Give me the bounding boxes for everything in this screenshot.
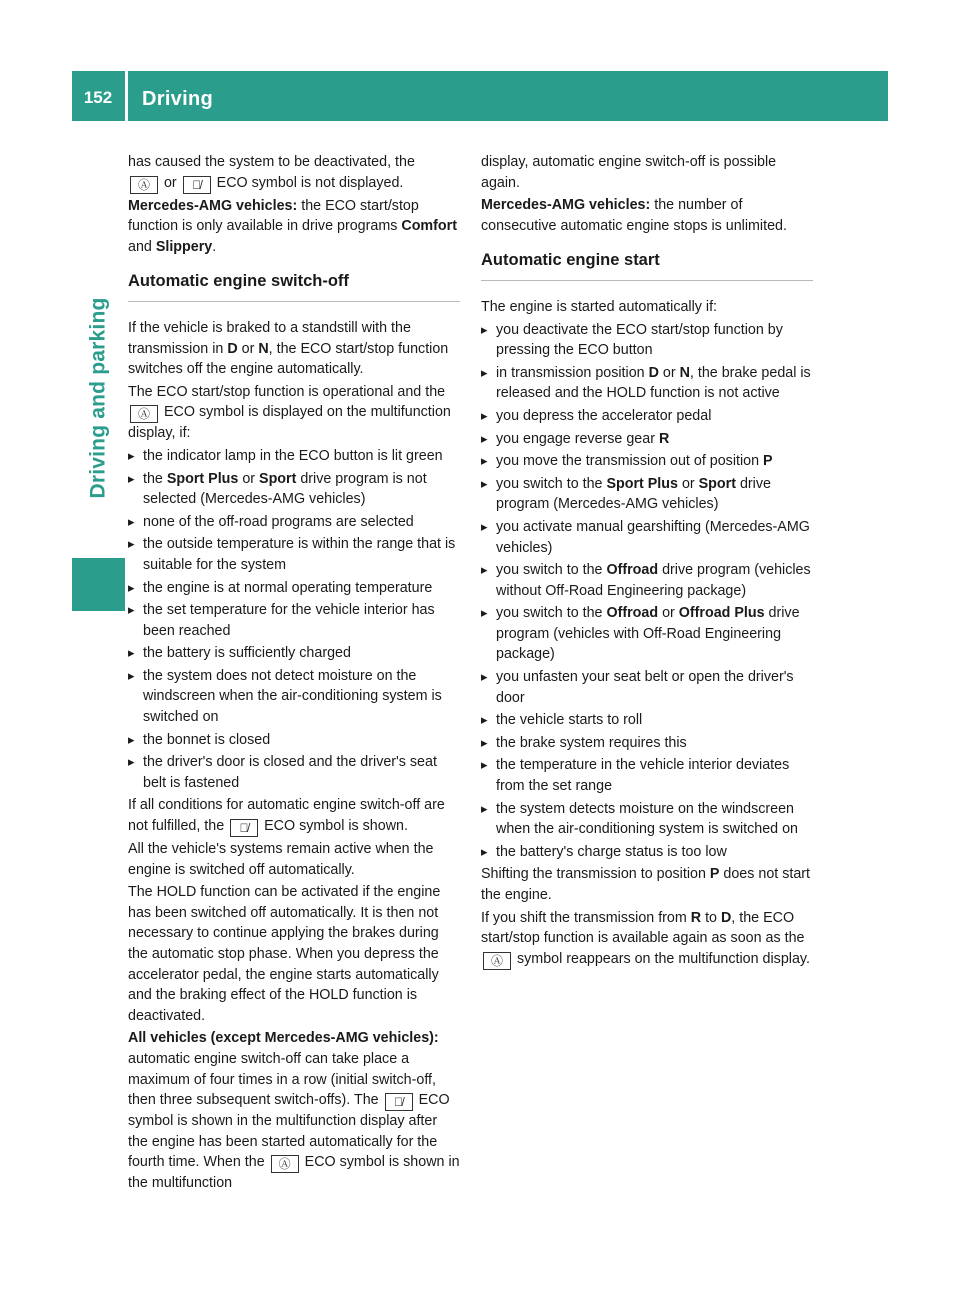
section-heading: Automatic engine switch-off bbox=[128, 271, 460, 302]
eco-on-icon: Ⓐ bbox=[271, 1155, 299, 1173]
list-item: ▸ you deactivate the ECO start/stop function by pressing the ECO button bbox=[481, 320, 813, 361]
eco-off-icon: Ⓐ̸ bbox=[385, 1093, 413, 1111]
list-item: ▸ you switch to the Sport Plus or Sport drive program (Mercedes-AMG vehicles) bbox=[481, 474, 813, 515]
list-item: ▸ you move the transmission out of position P bbox=[481, 451, 813, 472]
list-item: ▸ you switch to the Offroad or Offroad Plus drive program (vehicles with Off-Road Engineering package) bbox=[481, 603, 813, 665]
paragraph: If all conditions for automatic engine switch-off are not fulfilled, the Ⓐ̸ ECO symbol is shown. bbox=[128, 797, 445, 836]
eco-off-icon: Ⓐ̸ bbox=[230, 819, 258, 837]
list-item: ▸ the brake system requires this bbox=[481, 733, 813, 754]
paragraph: If the vehicle is braked to a standstill with the transmission in D or N, the ECO start/stop function switches off the engine automatically. bbox=[128, 319, 449, 378]
eco-on-icon: Ⓐ bbox=[483, 952, 511, 970]
paragraph: The HOLD function can be activated if the engine has been switched off automatically. It is then not necessary to continue applying the brakes during the automatic stop phase. When you depress the accelerator pedal, the engine starts automatically and the braking effect of the HOLD function is deactivated. bbox=[128, 884, 441, 1024]
paragraph: has caused the system to be deactivated, the Ⓐ or Ⓐ̸ ECO symbol is not displayed. bbox=[128, 154, 415, 192]
paragraph: If you shift the transmission from R to D, the ECO start/stop function is available again as soon as the Ⓐ symbol reappears on the multifunction display. bbox=[481, 909, 810, 968]
list-item: ▸ the engine is at normal operating temperature bbox=[128, 578, 460, 599]
header-divider bbox=[125, 71, 128, 121]
list-item: ▸ the set temperature for the vehicle interior has been reached bbox=[128, 600, 460, 641]
side-tab-marker bbox=[72, 558, 125, 611]
conditions-list bbox=[128, 446, 460, 794]
list-item: ▸ the system does not detect moisture on the windscreen when the air-conditioning system is switched on bbox=[128, 666, 460, 728]
list-item: ▸ the driver's door is closed and the driver's seat belt is fastened bbox=[128, 752, 460, 793]
paragraph: All vehicles (except Mercedes-AMG vehicles): automatic engine switch-off can take place a maximum of four times in a row (initial switch-off, then three subsequent switch-offs). The Ⓐ̸ ECO symbol is shown in the multifunction display after the engine has been started automatically for the fourth time. When the Ⓐ ECO symbol is shown in the multifunction bbox=[128, 1030, 460, 1192]
list-item: ▸ the indicator lamp in the ECO button is lit green bbox=[128, 446, 460, 467]
list-item: ▸ the Sport Plus or Sport drive program is not selected (Mercedes-AMG vehicles) bbox=[128, 469, 460, 510]
list-item: ▸ the temperature in the vehicle interior deviates from the set range bbox=[481, 755, 813, 796]
paragraph: Mercedes-AMG vehicles: the ECO start/stop function is only available in drive programs Comfort and Slippery. bbox=[128, 197, 457, 255]
list-item: ▸ the vehicle starts to roll bbox=[481, 710, 813, 731]
list-item: ▸ you unfasten your seat belt or open the driver's door bbox=[481, 667, 813, 708]
page-header bbox=[72, 71, 888, 121]
list-item: ▸ the battery's charge status is too low bbox=[481, 842, 813, 863]
list-item: ▸ you engage reverse gear R bbox=[481, 429, 813, 450]
list-item: ▸ the system detects moisture on the windscreen when the air-conditioning system is switched on bbox=[481, 799, 813, 840]
list-item: ▸ you depress the accelerator pedal bbox=[481, 406, 813, 427]
page-number: 152 bbox=[83, 88, 113, 107]
section-heading: Automatic engine start bbox=[481, 250, 813, 281]
section-title: Driving bbox=[142, 88, 213, 110]
paragraph: Mercedes-AMG vehicles: the number of consecutive automatic engine stops is unlimited. bbox=[481, 197, 787, 234]
list-item: ▸ the bonnet is closed bbox=[128, 730, 460, 751]
list-item: ▸ the outside temperature is within the range that is suitable for the system bbox=[128, 534, 460, 575]
left-column bbox=[128, 152, 460, 1196]
list-item: ▸ in transmission position D or N, the brake pedal is released and the HOLD function is not active bbox=[481, 363, 813, 404]
eco-off-icon: Ⓐ̸ bbox=[183, 176, 211, 194]
paragraph: The engine is started automatically if: bbox=[481, 298, 718, 315]
list-item: ▸ you activate manual gearshifting (Mercedes-AMG vehicles) bbox=[481, 517, 813, 558]
paragraph: display, automatic engine switch-off is possible again. bbox=[481, 154, 777, 191]
paragraph: The ECO start/stop function is operational and the Ⓐ ECO symbol is displayed on the multifunction display, if: bbox=[128, 383, 451, 442]
side-tab-label: Driving and parking bbox=[86, 297, 109, 499]
right-column bbox=[481, 152, 813, 972]
paragraph: Shifting the transmission to position P does not start the engine. bbox=[481, 866, 811, 903]
list-item: ▸ you switch to the Offroad drive program (vehicles without Off-Road Engineering package) bbox=[481, 560, 813, 601]
eco-on-icon: Ⓐ bbox=[130, 176, 158, 194]
list-item: ▸ the battery is sufficiently charged bbox=[128, 643, 460, 664]
paragraph: All the vehicle's systems remain active when the engine is switched off automatically. bbox=[128, 841, 434, 878]
conditions-list bbox=[481, 320, 813, 863]
list-item: ▸ none of the off-road programs are selected bbox=[128, 512, 460, 533]
eco-on-icon: Ⓐ bbox=[130, 405, 158, 423]
